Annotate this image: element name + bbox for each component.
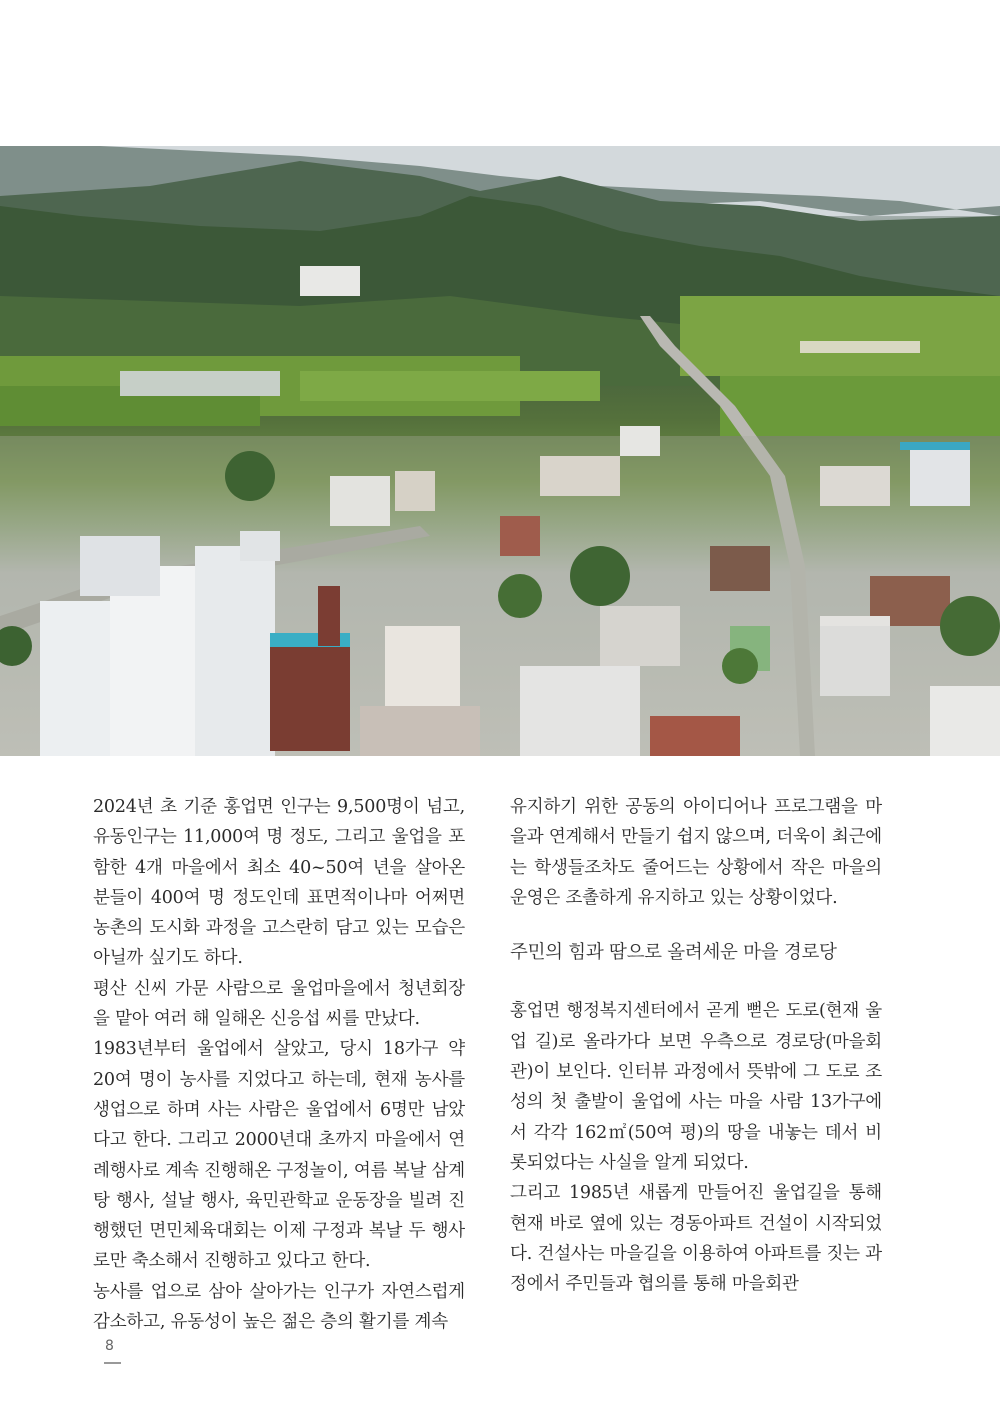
paragraph: 유지하기 위한 공동의 아이디어나 프로그램을 마을과 연계해서 만들기 쉽지 않으며, 더욱이 최근에는 학생들조차도 줄어드는 상황에서 작은 마을의 운영은 조촐하게 유지하고 있는 상황이었다. <box>510 797 882 908</box>
page-number-rule <box>104 1362 121 1364</box>
paragraph: 평산 신씨 가문 사람으로 울업마을에서 청년회장을 맡아 여러 해 일해온 신응섭 씨를 만났다. <box>93 978 465 1030</box>
paragraph: 홍업면 행정복지센터에서 곧게 뻗은 도로(현재 울업 길)로 올라가다 보면 우측으로 경로당(마을회관)이 보인다. 인터뷰 과정에서 뜻밖에 그 도로 조성의 첫 출발이 울업에 사는 마을 사람 13가구에서 각각 162㎡(50여 평)의 땅을 내놓는 데서 비롯되었다는 사실을 알게 되었다. <box>510 1001 882 1173</box>
paragraph: 1983년부터 울업에서 살았고, 당시 18가구 약 20여 명이 농사를 지었다고 하는데, 현재 농사를 생업으로 하며 사는 사람은 울업에서 6명만 남았다고 한다. 그리고 2000년대 초까지 마을에서 연례행사로 계속 진행해온 구정놀이, 여름 복날 삼계탕 행사, 설날 행사, 육민관학교 운동장을 빌려 진행했던 면민체육대회는 이제 구정과 복날 두 행사로만 축소해서 진행하고 있다고 한다. <box>93 1039 465 1272</box>
paragraph: 2024년 초 기준 홍업면 인구는 9,500명이 넘고, 유동인구는 11,000여 명 정도, 그리고 울업을 포함한 4개 마을에서 최소 40~50여 년을 살아온 분들이 400여 명 정도인데 표면적이나마 어쩌면 농촌의 도시화 과정을 고스란히 담고 있는 모습은 아닐까 싶기도 하다. <box>93 797 465 969</box>
landscape-illustration <box>0 146 1000 756</box>
page-number: 8 <box>105 1338 114 1354</box>
section-heading: 주민의 힘과 땀으로 올려세운 마을 경로당 <box>510 942 837 964</box>
left-text-column <box>93 792 465 1337</box>
paragraph: 그리고 1985년 새롭게 만들어진 울업길을 통해 현재 바로 옆에 있는 경동아파트 건설이 시작되었다. 건설사는 마을길을 이용하여 아파트를 짓는 과정에서 주민들과 협의를 통해 마을회관 <box>510 1183 882 1295</box>
right-text-column <box>510 792 882 1299</box>
paragraph: 농사를 업으로 삼아 살아가는 인구가 자연스럽게 감소하고, 유동성이 높은 젊은 층의 활기를 계속 <box>93 1281 465 1333</box>
aerial-village-photo <box>0 146 1000 756</box>
